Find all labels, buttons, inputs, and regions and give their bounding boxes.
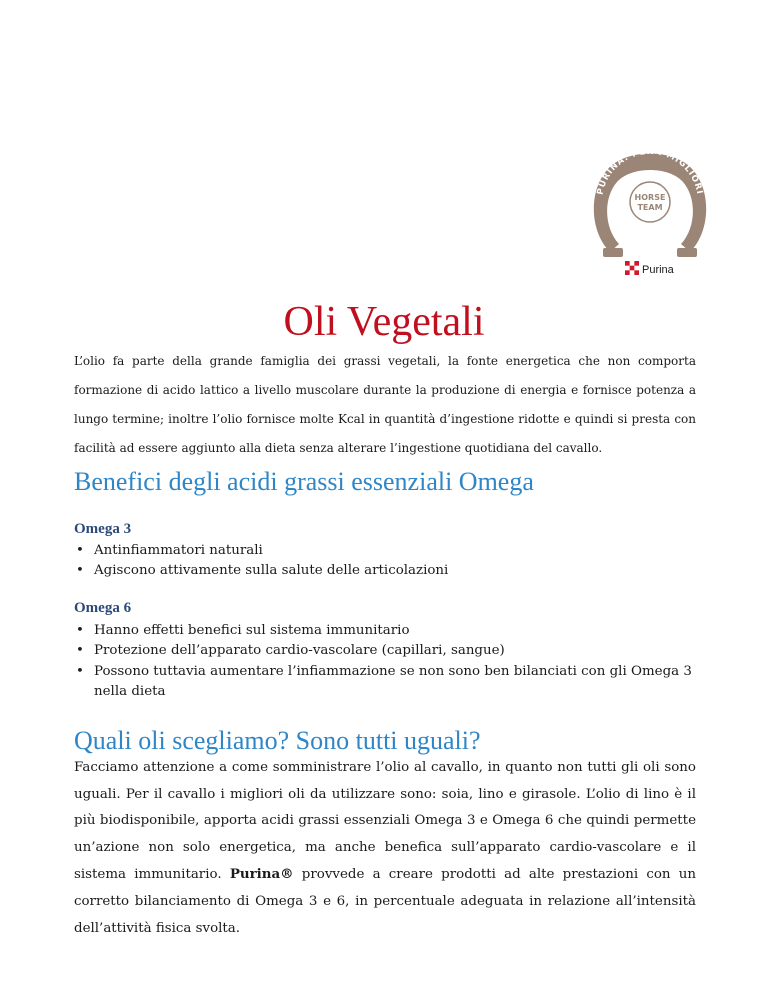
omega6-list: [74, 621, 694, 703]
brand-name: Purina®: [229, 866, 294, 883]
omega6-heading: Omega 6: [74, 600, 132, 616]
arc-text: PURINA. PER I MIGLIORI: [595, 146, 705, 196]
omega3-heading: Omega 3: [74, 521, 132, 537]
horseshoe-logo-graphic: [585, 140, 715, 278]
list-item: • Antinfiammatori naturali: [74, 541, 694, 561]
list-item: • Protezione dell’apparato cardio-vascolare (capillari, sangue): [74, 641, 694, 661]
section-heading-omega-benefits: Benefici degli acidi grassi essenziali Omega: [74, 467, 534, 496]
intro-paragraph: L’olio fa parte della grande famiglia dei grassi vegetali, la fonte energetica che non comporta formazione di acido lattico a livello muscolare durante la produzione di energia e fornisce potenza a lungo termine; inoltre l’olio fornisce molte Kcal in quantità d’ingestione ridotte e quindi si presta con facilità ad essere aggiunto alla dieta senza alterare l’ingestione quotidiana del cavallo.: [74, 354, 696, 455]
logo-brand-text: Purina: [642, 264, 674, 276]
list-item: • Agiscono attivamente sulla salute delle articolazioni: [74, 561, 694, 581]
purina-horse-team-logo: [585, 140, 715, 278]
purina-checkerboard-icon: [625, 261, 639, 275]
section-heading-which-oils: Quali oli scegliamo? Sono tutti uguali?: [74, 726, 481, 755]
main-text-after: provvede a creare prodotti ad alte prestazioni con un corretto bilanciamento di Omega 3 e 6, in percentuale adeguata in relazione all’intensità dell’attività fisica svolta.: [74, 867, 696, 936]
omega3-list: [74, 541, 694, 582]
page-title: Oli Vegetali: [283, 299, 485, 345]
main-paragraph: [74, 755, 696, 942]
logo-horse-text: HORSE: [634, 193, 666, 202]
list-item: • Hanno effetti benefici sul sistema immunitario: [74, 621, 694, 641]
logo-team-text: TEAM: [637, 203, 663, 212]
main-text-before: Facciamo attenzione a come somministrare l’olio al cavallo, in quanto non tutti gli oli sono uguali. Per il cavallo i migliori oli da utilizzare sono: soia, lino e girasole. L’olio di lino è il più biodisponibile, apporta acidi grassi essenziali Omega 3 e Omega 6 che quindi permette un’azione non solo energetica, ma anche benefica sull’apparato cardio-vascolare e il sistema immunitario.: [74, 760, 696, 883]
list-item: • Possono tuttavia aumentare l’infiammazione se non sono ben bilanciati con gli Omega 3 nella dieta: [74, 662, 694, 703]
